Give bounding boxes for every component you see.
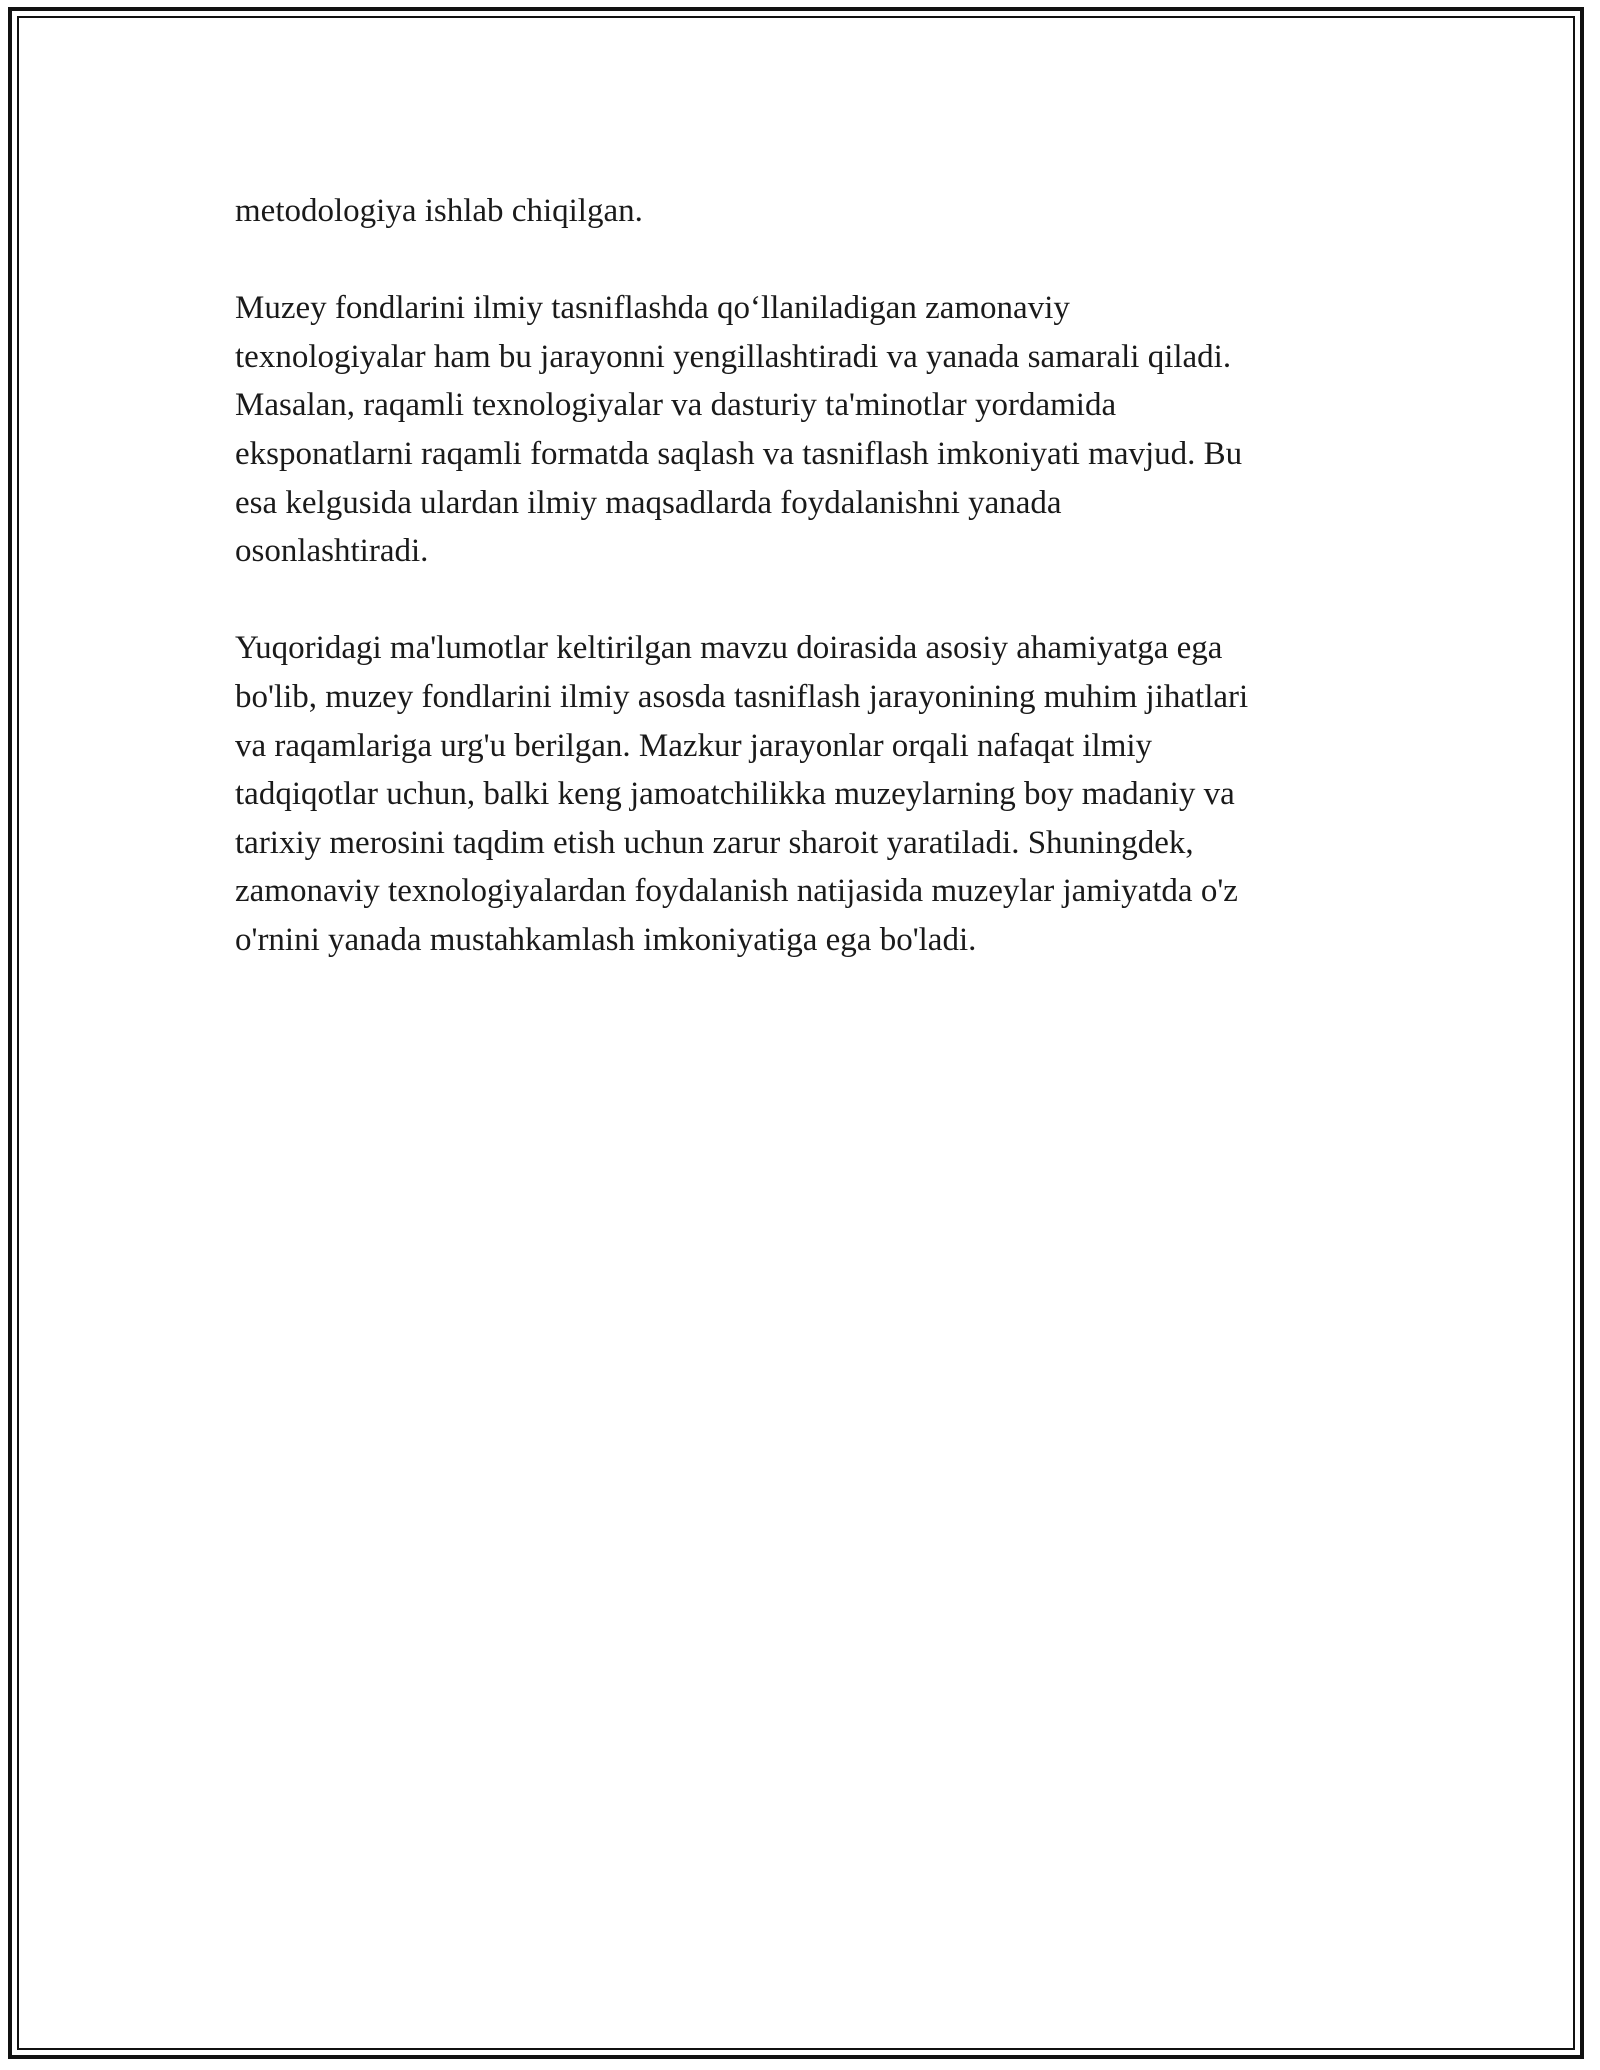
paragraph-2: Muzey fondlarini ilmiy tasniflashda qo‘llaniladigan zamonaviy texnologiyalar ham bu jarayonni yengillashtiradi va yanada samarali qiladi. Masalan, raqamli texnologiyalar va dasturiy ta'minotlar yordamida eksponatlarni raqamli formatda saqlash va tasniflash imkoniyati mavjud. Bu esa kelgusida ulardan ilmiy maqsadlarda foydalanishni yanada osonlashtiradi. <box>235 290 1243 570</box>
document-body <box>235 187 1365 1013</box>
paragraph-3: Yuqoridagi ma'lumotlar keltirilgan mavzu doirasida asosiy ahamiyatga ega bo'lib, muzey fondlarini ilmiy asosda tasniflash jarayonining muhim jihatlari va raqamlariga urg'u berilgan. Mazkur jarayonlar orqali nafaqat ilmiy tadqiqotlar uchun, balki keng jamoatchilikka muzeylarning boy madaniy va tarixiy merosini taqdim etish uchun zarur sharoit yaratiladi. Shuningdek, zamonaviy texnologiyalardan foydalanish natijasida muzeylar jamiyatda o'z o'rnini yanada mustahkamlash imkoniyatiga ega bo'ladi. <box>235 630 1249 958</box>
paragraph-1: metodologiya ishlab chiqilgan. <box>235 193 643 229</box>
